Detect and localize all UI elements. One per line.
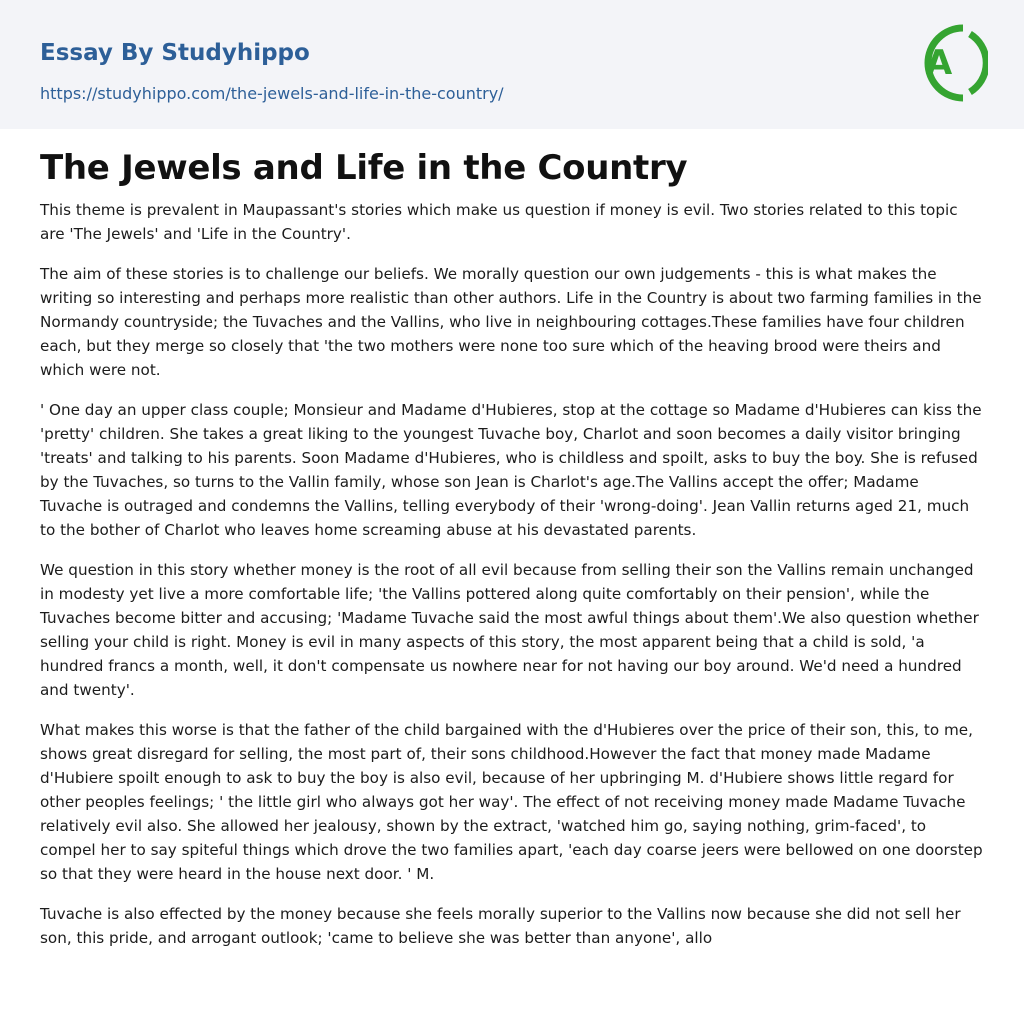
- logo-letter: A: [925, 43, 953, 83]
- logo-ring-right: [970, 34, 986, 92]
- article-paragraph: We question in this story whether money is the root of all evil because from selling their son the Vallins remain unchanged in modesty yet live a more comfortable life; 'the Vallins pottered along quite comfortably on their pension', while the Tuvaches become bitter and accusing; 'Madame Tuvache said the most awful things about them'.We also question whether selling your child is right. Money is evil in many aspects of this story, the most apparent being that a child is sold, 'a hundred francs a month, well, it don't compensate us nowhere near for not having our boy around. We'd need a hundred and twenty'.: [40, 561, 979, 699]
- article-paragraph: This theme is prevalent in Maupassant's stories which make us question if money is evil. Two stories related to this topic are 'The Jewels' and 'Life in the Country'.: [40, 201, 958, 243]
- article-paragraph: Tuvache is also effected by the money because she feels morally superior to the Vallins now because she did not sell her son, this pride, and arrogant outlook; 'came to believe she was better than anyone', allo: [40, 905, 961, 947]
- article-paragraph: The aim of these stories is to challenge our beliefs. We morally question our own judgements - this is what makes the writing so interesting and perhaps more realistic than other authors. Life in the Country is about two farming families in the Normandy countryside; the Tuvaches and the Vallins, who live in neighbouring cottages.These families have four children each, but they merge so closely that 'the two mothers were none too sure which of the heaving brood were theirs and which were not.: [40, 265, 982, 379]
- article-paragraph: ' One day an upper class couple; Monsieur and Madame d'Hubieres, stop at the cottage so Madame d'Hubieres can kiss the 'pretty' children. She takes a great liking to the youngest Tuvache boy, Charlot and soon becomes a daily visitor bringing 'treats' and talking to his parents. Soon Madame d'Hubieres, who is childless and spoilt, asks to buy the boy. She is refused by the Tuvaches, so turns to the Vallin family, whose son Jean is Charlot's age.The Vallins accept the offer; Madame Tuvache is outraged and condemns the Vallins, telling everybody of their 'wrong-doing'. Jean Vallin returns aged 21, much to the bother of Charlot who leaves home screaming abuse at his devastated parents.: [40, 401, 982, 539]
- article-title: The Jewels and Life in the Country: [40, 148, 688, 188]
- site-brand[interactable]: Essay By Studyhippo: [40, 40, 310, 66]
- article-paragraph: What makes this worse is that the father of the child bargained with the d'Hubieres over the price of their son, this, to me, shows great disregard for selling, the most part of, their sons childhood.However the fact that money made Madame d'Hubiere spoilt enough to ask to buy the boy is also evil, because of her upbringing M. d'Hubiere shows little regard for other peoples feelings; ' the little girl who always got her way'. The effect of not receiving money made Madame Tuvache relatively evil also. She allowed her jealousy, shown by the extract, 'watched him go, saying nothing, grim-faced', to compel her to say spiteful things which drove the two families apart, 'each day coarse jeers were bellowed on one doorstep so that they were heard in the house next door. ' M.: [40, 721, 983, 883]
- article-content: [40, 144, 984, 966]
- studyhippo-logo-icon[interactable]: [912, 18, 988, 108]
- site-header: [0, 0, 1024, 129]
- article-url-link[interactable]: https://studyhippo.com/the-jewels-and-life-in-the-country/: [40, 84, 504, 103]
